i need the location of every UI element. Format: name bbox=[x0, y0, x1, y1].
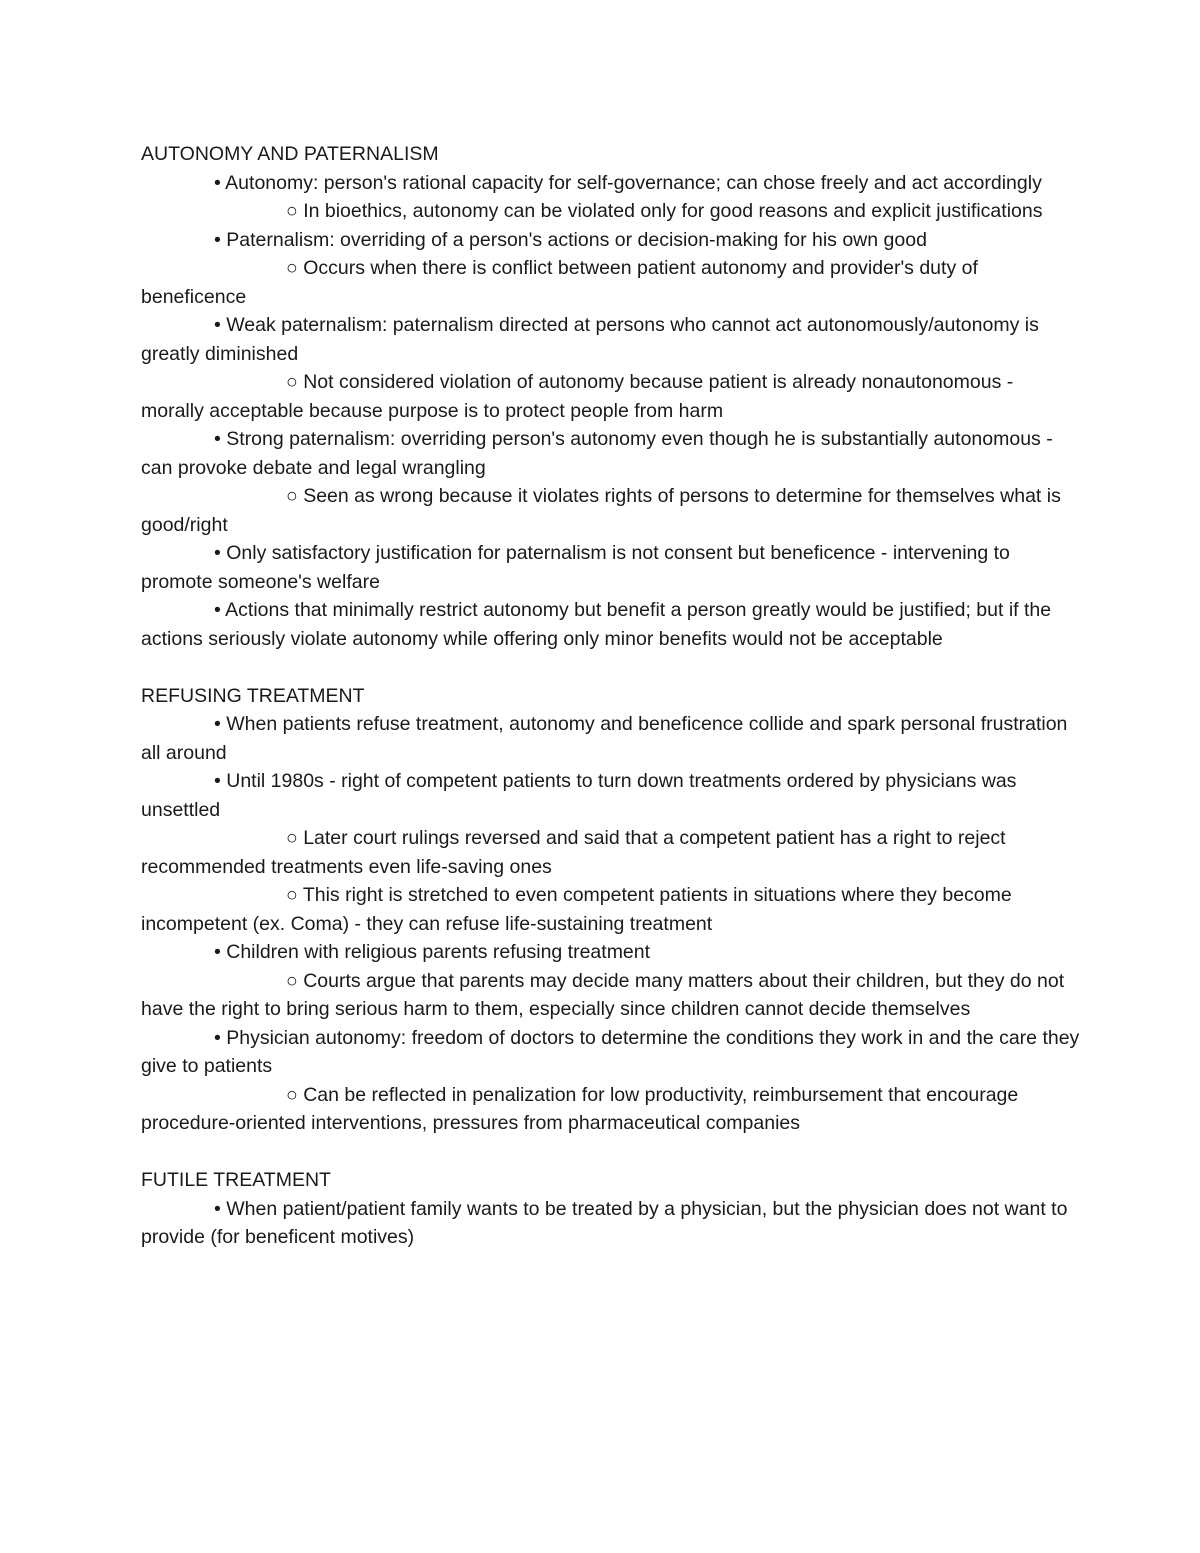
sub-bullet-item bbox=[141, 881, 1081, 938]
circle-bullet-icon: ○ bbox=[286, 371, 304, 393]
section-autonomy-and-paternalism bbox=[141, 140, 1081, 653]
circle-bullet-icon: ○ bbox=[286, 884, 303, 906]
bullet-text: Physician autonomy: freedom of doctors to determine the conditions they work in and the care they give to patients bbox=[141, 1026, 1080, 1077]
circle-bullet-icon: ○ bbox=[286, 1083, 304, 1106]
bullet-item bbox=[141, 596, 1081, 653]
sub-bullet-item bbox=[141, 254, 1081, 311]
bullet-text: Only satisfactory justification for paternalism is not consent but beneficence - intervening to promote someone's welfare bbox=[141, 542, 1010, 593]
bullet-item bbox=[141, 539, 1081, 596]
sub-bullet-item bbox=[141, 197, 1081, 226]
sub-bullet-item bbox=[141, 1081, 1081, 1138]
bullet-icon: • bbox=[214, 713, 227, 735]
bullet-item bbox=[141, 1024, 1081, 1081]
bullet-text: Until 1980s - right of competent patients to turn down treatments ordered by physicians was unsettled bbox=[141, 770, 1017, 821]
bullet-icon: • bbox=[214, 428, 227, 450]
circle-bullet-icon: ○ bbox=[286, 827, 304, 849]
bullet-icon: • bbox=[214, 171, 226, 194]
document-page bbox=[141, 140, 1081, 1252]
bullet-text: Autonomy: person's rational capacity for self-governance; can chose freely and act accordingly bbox=[225, 171, 1042, 194]
bullet-icon: • bbox=[214, 770, 227, 792]
bullet-text: Actions that minimally restrict autonomy but benefit a person greatly would be justified; but if the actions seriously violate autonomy while offering only minor benefits would not be acceptable bbox=[141, 599, 1052, 650]
bullet-item bbox=[141, 169, 1081, 198]
sub-bullet-text: In bioethics, autonomy can be violated only for good reasons and explicit justifications bbox=[303, 200, 1043, 222]
sub-bullet-item bbox=[141, 824, 1081, 881]
bullet-item bbox=[141, 767, 1081, 824]
section-futile-treatment bbox=[141, 1166, 1081, 1252]
bullet-item bbox=[141, 938, 1081, 967]
bullet-item bbox=[141, 311, 1081, 368]
bullet-item bbox=[141, 425, 1081, 482]
bullet-text: Weak paternalism: paternalism directed at persons who cannot act autonomously/autonomy is greatly diminished bbox=[141, 314, 1039, 365]
sub-bullet-text: This right is stretched to even competent patients in situations where they become incompetent (ex. Coma) - they can refuse life-sustaining treatment bbox=[141, 884, 1012, 935]
bullet-icon: • bbox=[214, 1026, 227, 1049]
section-heading: FUTILE TREATMENT bbox=[141, 1169, 331, 1191]
bullet-icon: • bbox=[214, 542, 227, 564]
sub-bullet-text: Courts argue that parents may decide many matters about their children, but they do not have the right to bring serious harm to them, especially since children cannot decide themselves bbox=[141, 969, 1065, 1020]
bullet-icon: • bbox=[214, 599, 226, 621]
sub-bullet-text: Seen as wrong because it violates rights of persons to determine for themselves what is good/right bbox=[141, 485, 1061, 536]
circle-bullet-icon: ○ bbox=[286, 485, 304, 507]
sub-bullet-text: Not considered violation of autonomy because patient is already nonautonomous - morally acceptable because purpose is to protect people from harm bbox=[141, 371, 1014, 422]
bullet-icon: • bbox=[214, 941, 227, 963]
sub-bullet-text: Can be reflected in penalization for low productivity, reimbursement that encourage procedure-oriented interventions, pressures from pharmaceutical companies bbox=[141, 1083, 1019, 1134]
bullet-text: When patients refuse treatment, autonomy and beneficence collide and spark personal frustration all around bbox=[141, 713, 1068, 764]
circle-bullet-icon: ○ bbox=[286, 257, 304, 279]
bullet-text: Paternalism: overriding of a person's actions or decision-making for his own good bbox=[226, 228, 927, 251]
bullet-icon: • bbox=[214, 1197, 227, 1220]
bullet-text: Strong paternalism: overriding person's autonomy even though he is substantially autonomous - can provoke debate and legal wrangling bbox=[141, 428, 1053, 479]
section-heading: REFUSING TREATMENT bbox=[141, 684, 365, 707]
sub-bullet-item bbox=[141, 368, 1081, 425]
sub-bullet-item bbox=[141, 482, 1081, 539]
bullet-icon: • bbox=[214, 314, 227, 336]
section-refusing-treatment bbox=[141, 682, 1081, 1138]
sub-bullet-text: Occurs when there is conflict between patient autonomy and provider's duty of beneficence bbox=[141, 257, 978, 308]
circle-bullet-icon: ○ bbox=[286, 200, 304, 222]
bullet-icon: • bbox=[214, 228, 227, 251]
bullet-item bbox=[141, 1195, 1081, 1252]
sub-bullet-item bbox=[141, 967, 1081, 1024]
sub-bullet-text: Later court rulings reversed and said that a competent patient has a right to reject recommended treatments even life-saving ones bbox=[141, 827, 1006, 878]
bullet-text: Children with religious parents refusing treatment bbox=[226, 941, 651, 963]
circle-bullet-icon: ○ bbox=[286, 969, 304, 992]
bullet-item bbox=[141, 710, 1081, 767]
section-heading: AUTONOMY AND PATERNALISM bbox=[141, 143, 439, 165]
bullet-item bbox=[141, 226, 1081, 255]
bullet-text: When patient/patient family wants to be treated by a physician, but the physician does not want to provide (for beneficent motives) bbox=[141, 1197, 1068, 1248]
